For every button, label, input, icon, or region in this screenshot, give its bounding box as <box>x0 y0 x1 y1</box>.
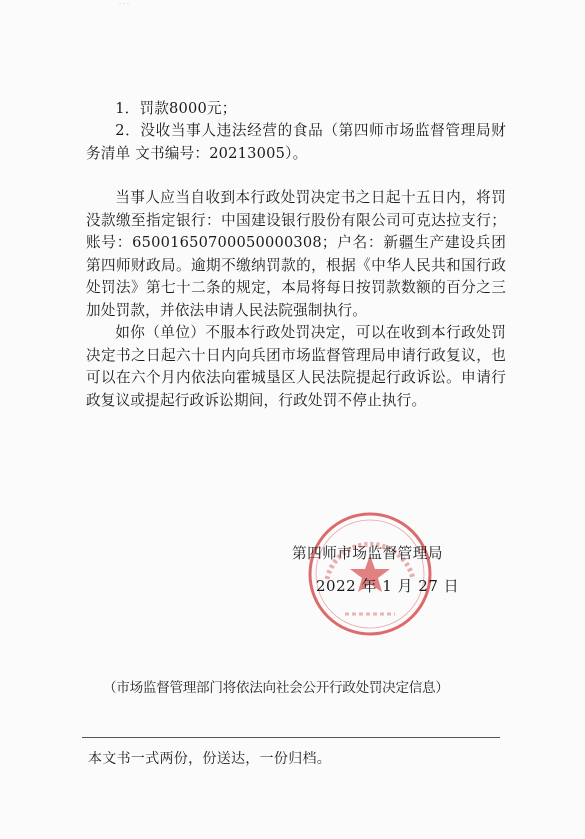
penalty-item-2-text: 2．没收当事人违法经营的食品（第四师市场监督管理局财务清单 文书编号：20213005）。 <box>86 122 506 162</box>
penalty-item-2 <box>86 120 506 165</box>
appeal-paragraph <box>86 322 506 412</box>
payment-paragraph <box>86 187 506 322</box>
disclosure-notice: （市场监督管理部门将依法向社会公开行政处罚决定信息） <box>103 680 449 696</box>
footer-divider <box>82 737 500 738</box>
penalty-item-1 <box>86 98 506 121</box>
payment-paragraph-text: 当事人应当自收到本行政处罚决定书之日起十五日内，将罚没款缴至指定银行：中国建设银行股份有限公司可克达拉支行；账号：65001650700050000308；户名：新疆生产建设兵团第四师财政局。逾期不缴纳罚款的，根据《中华人民共和国行政处罚法》第七十二条的规定，本局将每日按罚款数额的百分之三加处罚款，并依法申请人民法院强制执行。 <box>86 189 506 319</box>
appeal-paragraph-text: 如你（单位）不服本行政处罚决定，可以在收到本行政处罚决定书之日起六十日内向兵团市场监督管理局申请行政复议，也可以在六个月内依法向霍城垦区人民法院提起行政诉讼。申请行政复议或提起行政诉讼期间，行政处罚不停止执行。 <box>86 324 506 409</box>
copies-footer: 本文书一式两份，份送达，一份归档。 <box>88 751 332 767</box>
penalty-item-1-text: 1．罚款8000元； <box>115 100 237 117</box>
issue-date: 2022 年 1 月 27 日 <box>316 577 460 595</box>
cropped-top-text <box>118 0 198 4</box>
issuing-authority: 第四师市场监督管理局 <box>292 545 443 562</box>
official-seal-icon <box>305 509 435 639</box>
